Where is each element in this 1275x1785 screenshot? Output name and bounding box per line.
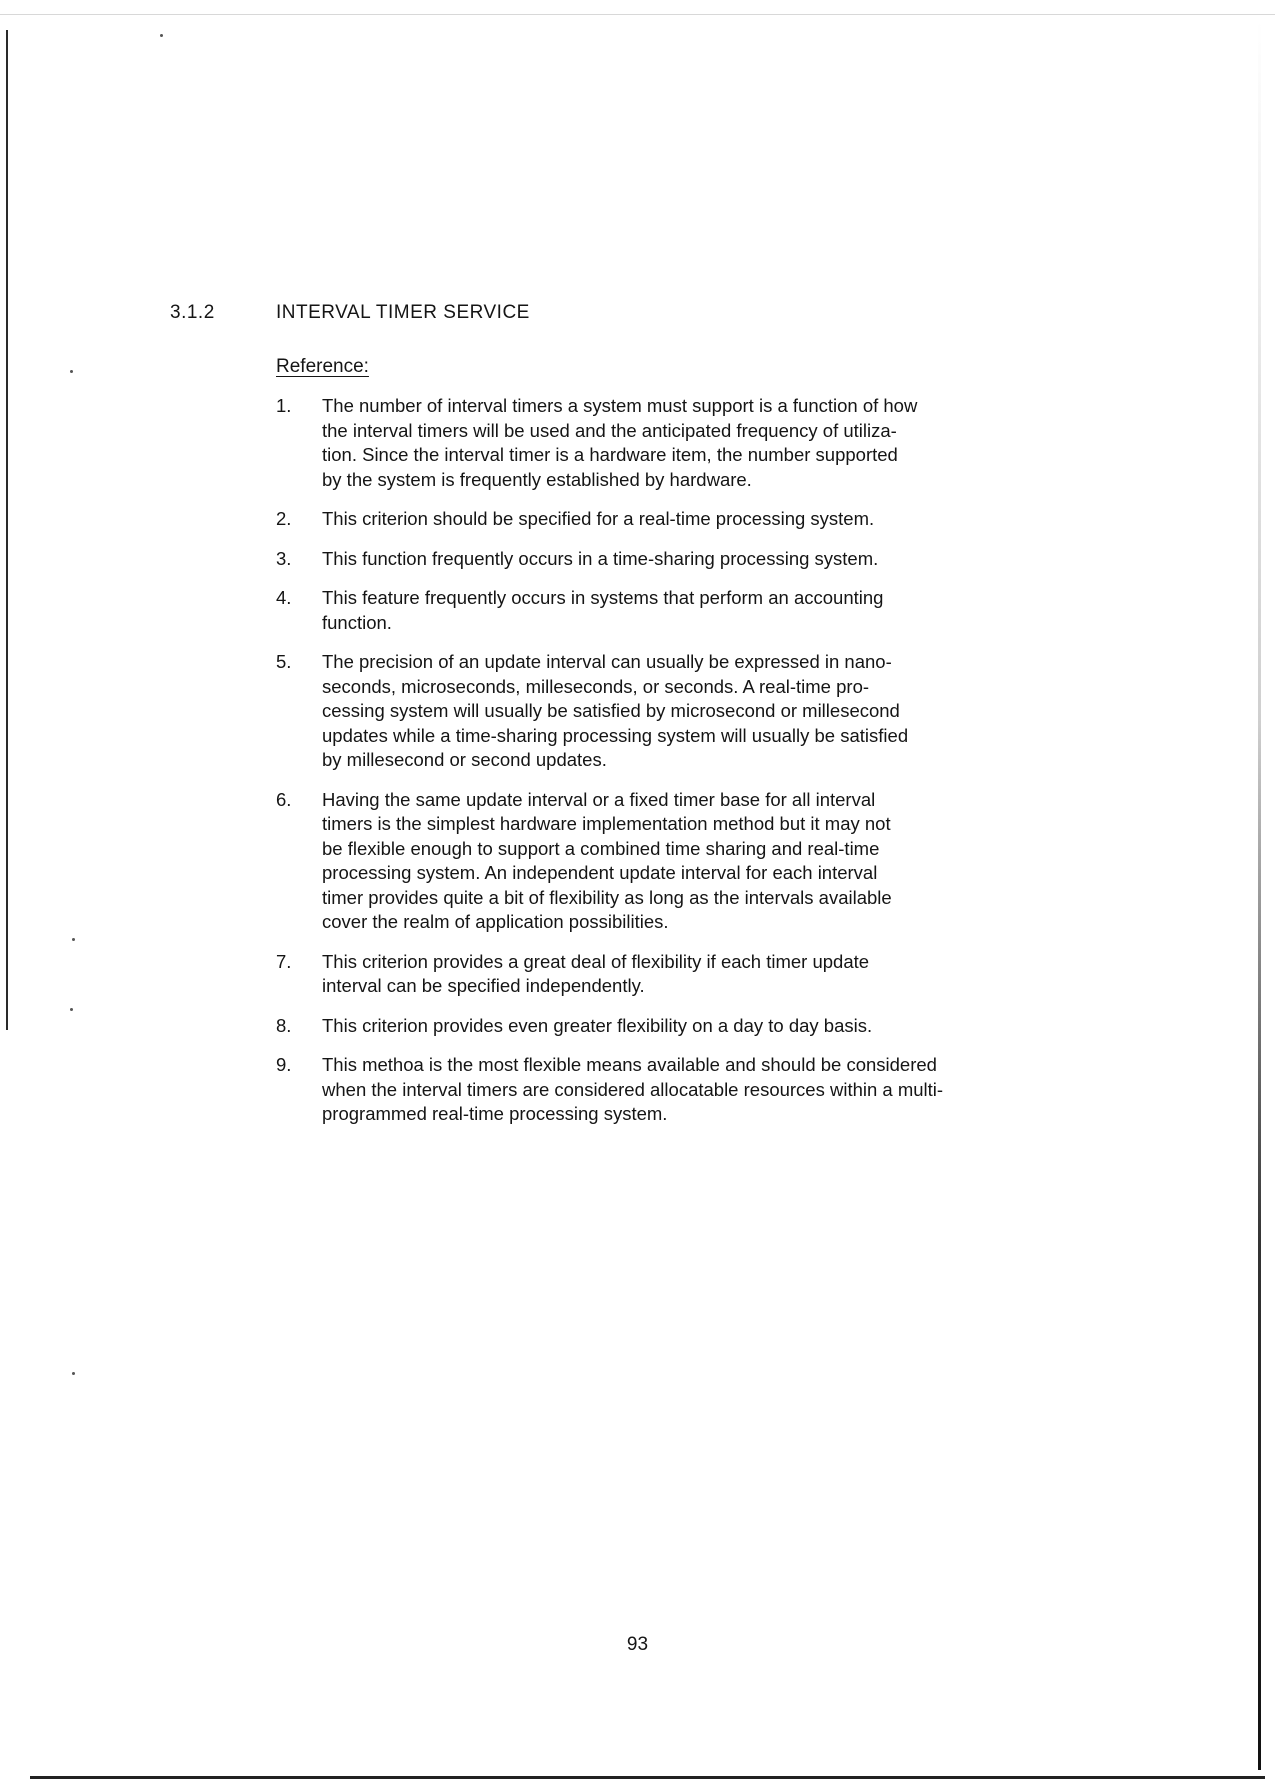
item-text-line: programmed real-time processing system. [322, 1103, 668, 1124]
section-title: INTERVAL TIMER SERVICE [276, 302, 530, 323]
list-item [276, 547, 1076, 572]
item-number: 1. [276, 395, 292, 416]
list-item [276, 586, 1076, 635]
item-text-line: by the system is frequently established by hardware. [322, 468, 752, 490]
item-text-line: by millesecond or second updates. [322, 749, 607, 770]
item-text-line: timers is the simplest hardware implementation method but it may not [322, 813, 891, 834]
reference-list [276, 394, 1076, 1142]
list-item [276, 650, 1076, 773]
list-item [276, 1014, 1076, 1039]
list-item [276, 950, 1076, 999]
item-text-line: The number of interval timers a system must support is a function of how [322, 395, 918, 416]
item-text-line: This feature frequently occurs in systems that perform an accounting [322, 587, 884, 608]
item-text-line: function. [322, 611, 392, 633]
section-number: 3.1.2 [170, 302, 215, 323]
reference-label: Reference: [276, 356, 369, 377]
item-text-line: processing system. An independent update interval for each interval [322, 862, 878, 883]
item-number: 5. [276, 651, 292, 672]
item-text-line: when the interval timers are considered allocatable resources within a multi- [322, 1078, 944, 1100]
scan-edge-left [6, 30, 8, 1030]
item-text-line: interval can be specified independently. [322, 975, 645, 996]
scan-edge-right [1258, 20, 1261, 1770]
item-text-line: tion. Since the interval timer is a hardware item, the number supported [322, 444, 898, 465]
item-text-line: be flexible enough to support a combined time sharing and real-time [322, 837, 880, 859]
item-number: 7. [276, 950, 292, 972]
scan-speck [70, 370, 73, 373]
item-number: 6. [276, 788, 292, 810]
scan-speck [160, 34, 163, 37]
scan-speck [70, 1008, 73, 1011]
item-number: 4. [276, 587, 292, 608]
scan-speck [72, 938, 75, 941]
item-number: 3. [276, 547, 292, 569]
scan-speck [72, 1372, 75, 1375]
item-text-line: The precision of an update interval can usually be expressed in nano- [322, 651, 892, 672]
item-number: 9. [276, 1054, 292, 1075]
item-text-line: cessing system will usually be satisfied by microsecond or millesecond [322, 700, 900, 721]
item-text-line: cover the realm of application possibilities. [322, 911, 669, 932]
list-item [276, 1053, 1076, 1127]
item-text-line: updates while a time-sharing processing system will usually be satisfied [322, 724, 909, 746]
item-text-line: timer provides quite a bit of flexibility as long as the intervals available [322, 886, 892, 908]
item-number: 8. [276, 1014, 292, 1036]
item-text-line: the interval timers will be used and the anticipated frequency of utiliza- [322, 419, 897, 441]
item-text-line: This criterion provides a great deal of flexibility if each timer update [322, 950, 870, 972]
item-text-line: This criterion should be specified for a real-time processing system. [322, 508, 875, 529]
list-item [276, 788, 1076, 935]
item-text-line: seconds, microseconds, milleseconds, or seconds. A real-time pro- [322, 675, 870, 697]
item-text-line: This methoa is the most flexible means available and should be considered [322, 1054, 937, 1075]
item-number: 2. [276, 508, 292, 529]
item-text-line: This function frequently occurs in a time-sharing processing system. [322, 547, 879, 569]
item-text-line: This criterion provides even greater flexibility on a day to day basis. [322, 1014, 873, 1036]
scan-edge-bottom [30, 1776, 1265, 1779]
list-item [276, 394, 1076, 492]
page-number: 93 [626, 1634, 649, 1655]
list-item [276, 507, 1076, 532]
scan-edge-top [0, 14, 1275, 15]
item-text-line: Having the same update interval or a fixed timer base for all interval [322, 788, 876, 810]
section-heading [170, 302, 530, 324]
